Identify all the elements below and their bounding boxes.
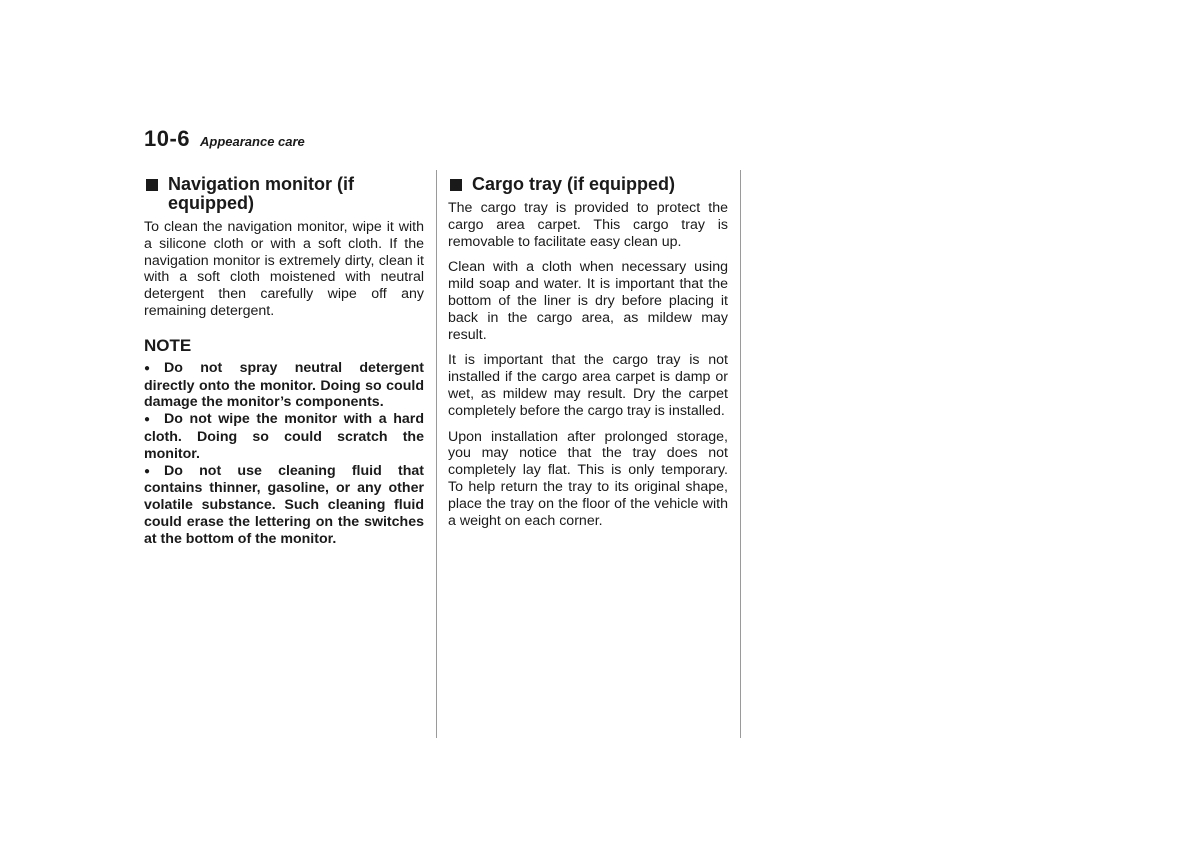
left-column (144, 175, 424, 548)
note-item (144, 463, 424, 548)
cargo-tray-heading (448, 175, 728, 194)
note-text: Do not use cleaning fluid that contains thinner, gasoline, or any other volatile substance. Such cleaning fluid could erase the lettering on the switches at the bottom of the monitor. (144, 462, 424, 547)
navigation-monitor-paragraph: To clean the navigation monitor, wipe it with a silicone cloth or with a soft cloth. If the navigation monitor is extremely dirty, clean it with a soft cloth moistened with neutral detergent then carefully wipe off any remaining detergent. (144, 219, 424, 319)
note-item (144, 360, 424, 411)
section-title: Appearance care (200, 134, 305, 149)
page-number: 10-6 (144, 126, 191, 151)
bullet-dot-icon: ● (144, 362, 151, 374)
cargo-tray-paragraph: It is important that the cargo tray is not installed if the cargo area carpet is damp or wet, as mildew may result. Dry the carpet completely before the cargo tray is installed. (448, 352, 728, 419)
column-divider (436, 170, 437, 738)
page-header (144, 124, 1032, 154)
middle-column (448, 175, 728, 538)
bullet-dot-icon: ● (144, 465, 151, 477)
square-bullet-icon (450, 179, 462, 191)
heading-text: Navigation monitor (if equipped) (168, 174, 354, 213)
note-text: Do not wipe the monitor with a hard cloth. Doing so could scratch the monitor. (144, 411, 424, 462)
cargo-tray-paragraph: Clean with a cloth when necessary using mild soap and water. It is important that the bottom of the liner is dry before placing it back in the cargo area, as mildew may result. (448, 259, 728, 343)
heading-text: Cargo tray (if equipped) (472, 174, 676, 194)
header-rule (194, 139, 1032, 145)
cargo-tray-paragraph: The cargo tray is provided to protect the cargo area carpet. This cargo tray is removable to facilitate easy clean up. (448, 200, 728, 250)
cargo-tray-paragraph: Upon installation after prolonged storage, you may notice that the tray does not completely lay flat. This is only temporary. To help return the tray to its original shape, place the tray on the floor of the vehicle with a weight on each corner. (448, 428, 728, 529)
note-text: Do not spray neutral detergent directly onto the monitor. Doing so could damage the monitor’s components. (144, 359, 424, 411)
note-item (144, 411, 424, 462)
square-bullet-icon (146, 179, 158, 191)
bullet-dot-icon: ● (144, 414, 151, 426)
note-title: NOTE (144, 335, 192, 355)
navigation-monitor-heading (144, 175, 424, 213)
column-divider (740, 170, 741, 738)
